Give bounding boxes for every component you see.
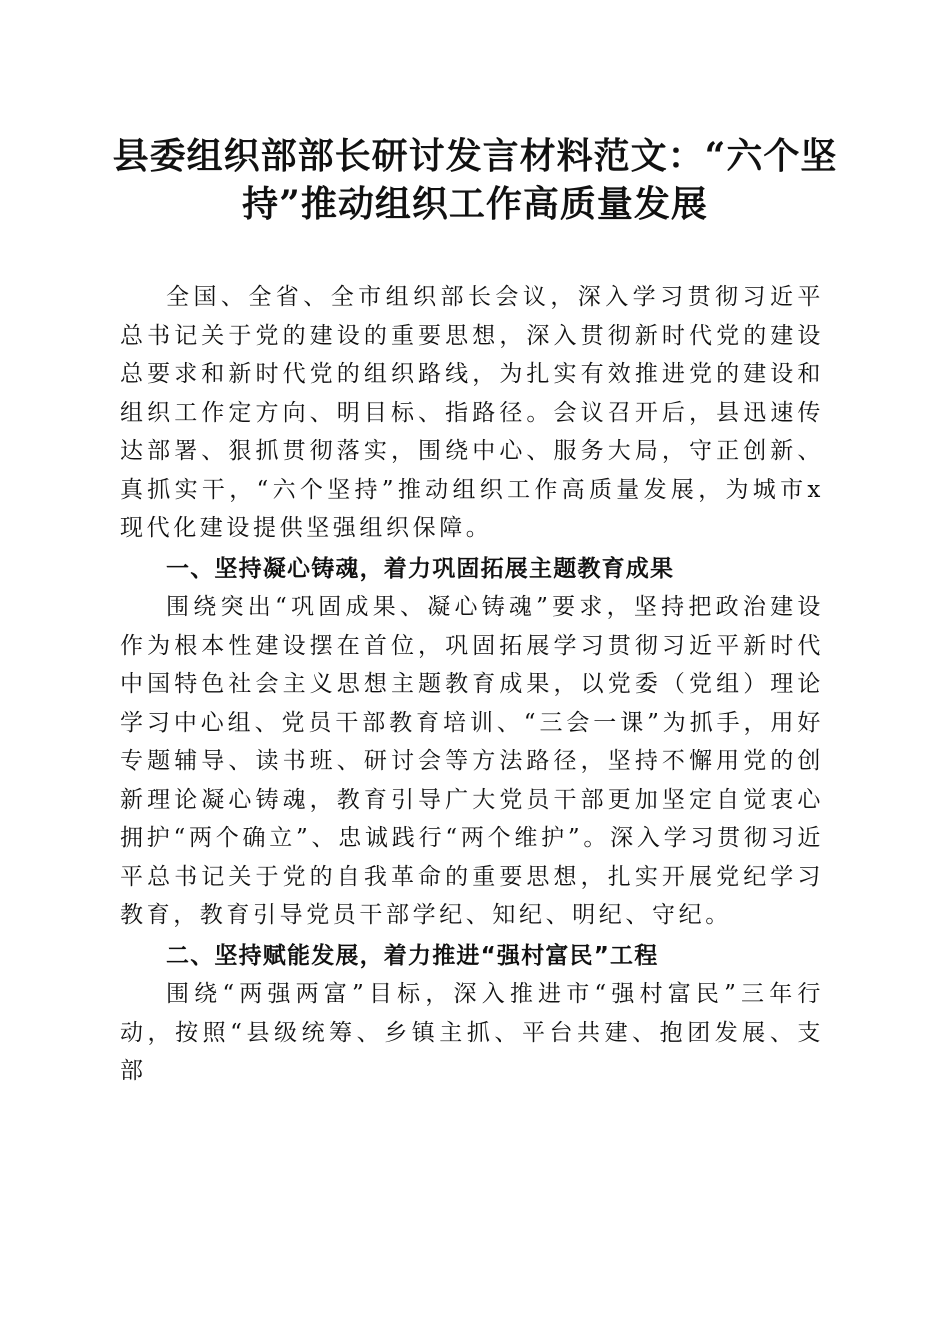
section-heading-2: 二、坚持赋能发展，着力推进“强村富民”工程 — [166, 942, 659, 969]
intro-paragraph: 全国、全省、全市组织部长会议，深入学习贯彻习近平总书记关于党的建设的重要思想，深入贯彻新时代党的建设总要求和新时代党的组织路线，为扎实有效推进党的建设和组织工作定方向、明目标、指路径。会议召开后，县迅速传达部署、狠抓贯彻落实，围绕中心、服务大局，守正创新、真抓实干，“六个坚持”推动组织工作高质量发展，为城市x现代化建设提供坚强组织保障。 — [120, 284, 824, 541]
document-body — [120, 278, 824, 1091]
document-title: 县委组织部部长研讨发言材料范文：“六个坚持”推动组织工作高质量发展 — [112, 135, 838, 225]
section-2-paragraph: 围绕“两强两富”目标，深入推进市“强村富民”三年行动，按照“县级统筹、乡镇主抓、平台共建、抱团发展、支部 — [120, 981, 824, 1084]
section-1-paragraph: 围绕突出“巩固成果、凝心铸魂”要求，坚持把政治建设作为根本性建设摆在首位，巩固拓展学习贯彻习近平新时代中国特色社会主义思想主题教育成果，以党委（党组）理论学习中心组、党员干部教育培训、“三会一课”为抓手，用好专题辅导、读书班、研讨会等方法路径，坚持不懈用党的创新理论凝心铸魂，教育引导广大党员干部更加坚定自觉衷心拥护“两个确立”、忠诚践行“两个维护”。深入学习贯彻习近平总书记关于党的自我革命的重要思想，扎实开展党纪学习教育，教育引导党员干部学纪、知纪、明纪、守纪。 — [120, 594, 824, 928]
section-heading-1: 一、坚持凝心铸魂，着力巩固拓展主题教育成果 — [166, 555, 675, 582]
